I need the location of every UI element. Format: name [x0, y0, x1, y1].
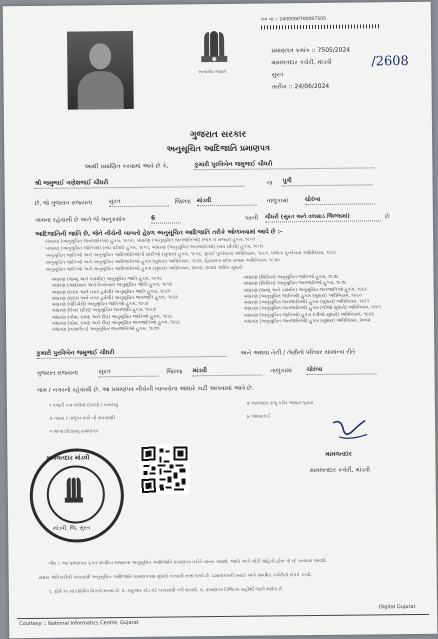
- handwritten-number: /2608: [371, 54, 409, 70]
- certificate-number: પ્રમાણપત્ર ક્રમાંક :: 7505/2024: [271, 46, 351, 55]
- order-item: બંધારણ (જમ્મુ અને કાશ્મીર) અનુસૂચિત જનજાતિઓ હુકમ, ૧૯૮૯: [243, 287, 368, 294]
- district-value: સુરત: [109, 198, 169, 208]
- order-top-2: અનુસૂચિત જાતિઓ અને અનુસૂચિત આદિજાતિઓની યાદીઓ (સુધારા) હુકમ, ૧૯૫૬, મુંબઈ પુનર્રચના અધિનિયમ, ૧૯૬૦, પંજાબ પુનર્રચના અધિનિયમ, ૧૯૬૬: [45, 250, 337, 259]
- resident-name: કુમારી પુરવિબેન જમુભાઈ ચૌધરી: [36, 348, 226, 359]
- note-3: ૧. ફોર્મ ૧૦ માં દર્શાવેલ વિગતો માન્ય છે. ૨. ક્યુઆર કોડ વડે ચકાસણી કરી શકાશે. ૩. પ્રમાણપત્ર ડિજિટલ સહીથી જારી થયેલ છે.: [48, 587, 284, 595]
- order-item: બંધારણ (અનુસૂચિત જનજાતિઓ) હુકમ (બીજો સુધારો) અધિનિયમ, ૧૯૯૧: [243, 305, 382, 313]
- relation-value: પુત્રી: [283, 176, 373, 186]
- officer-signature: [329, 416, 371, 446]
- holder-name: કુમારી પુરવિબેન જમુભાઈ ચૌધરી: [194, 159, 374, 170]
- caste-intro: આદિજાતિની જાતિ છે, જેને નીચેની બાબતો હેઠળ અનુસૂચિત આદિજાતિ તરીકે ઓળખવામાં આવે છે :-: [35, 228, 283, 238]
- relation-label: ના: [266, 179, 273, 187]
- father-name: શ્રી જમુભાઈ ગણેશભાઈ ચૌધરી: [35, 178, 245, 189]
- note-1: નોંધ :- આ પ્રમાણપત્ર ફક્ત સંબંધિત રાજ્યના અનુસૂચિત આદિજાતિ પ્રમાણપત્ર તરીકે માન્ય ગણાશે. જાતિ અંગે ખોટી માહિતી હોય તો રદ કરવામાં આવશે.: [48, 558, 328, 567]
- orders-right-list: [244, 274, 415, 326]
- order-top-3: અનુસૂચિત જાતિઓ અને અનુસૂચિત આદિજાતિઓ હુકમ (સુધારા) અધિનિયમ, ૧૯૭૬, હિમાચલ પ્રદેશ રાજ્ય અધિનિયમ, ૧૯૭૦: [45, 258, 280, 266]
- order-item: બંધારણ (આંદામાન અને નિકોબાર) અનુસૂચિત જાતિ હુકમ, ૧૯૫૯: [51, 282, 173, 290]
- order-item: બંધારણ (જમ્મુ અને કાશ્મીર) અનુસૂચિત જાતિ હુકમ, ૧૯૫૬: [51, 276, 163, 283]
- barcode-number: ક્રમ ના :: 2400000700007505: [260, 16, 327, 23]
- order-item: બંધારણ (અનુસૂચિત જાતિઓ) હુકમ (સુધારા) અધિનિયમ, ૧૯૯૦: [243, 293, 362, 300]
- village-value: ચોરંબા: [305, 195, 375, 205]
- verification-qr-code[interactable]: [139, 444, 190, 495]
- certify-prefix: આથી પ્રમાણિત કરવામાં આવે છે કે,: [84, 162, 169, 171]
- caste-value: ચૌધરી (સુરત અને વલસાડ જિલ્લામાં): [265, 212, 381, 222]
- officer-office: મામલતદાર કચેરી, માંડવી: [309, 466, 371, 475]
- order-item: બંધારણ (અનુસૂચિત જનજાતિઓ) હુકમ (સુધારા) અધિનિયમ, ૧૯૯૧: [243, 299, 370, 306]
- taluka2-value: માંડવી: [192, 367, 262, 377]
- order-item: બંધારણ (ઉત્તર પ્રદેશ) અનુસૂચિત જનજાતિ હુકમ, ૧૯૬૭: [51, 308, 156, 315]
- village2-value: ચોરંબા: [306, 365, 376, 375]
- district-label: જિલ્લા: [174, 198, 191, 206]
- order-item: બંધારણ (નાગાલેન્ડ) અનુસૂચિત જનજાતિઓ હુકમ, ૧૯૭૦: [52, 327, 160, 334]
- basis-item-4: ૪ આધારકાર્ડ: [246, 414, 271, 420]
- emblem-caption: સત્યમેવ જયતે: [198, 69, 227, 76]
- official-seal: [29, 448, 124, 543]
- issuing-district: સુરત: [271, 71, 284, 79]
- order-item: બંધારણ (અનુસૂચિત જાતિઓ) હુકમ (બીજો સુધારો) અધિનિયમ, ૧૯૯૨: [243, 312, 375, 319]
- order-top-1: બંધારણ (અનુસૂચિત જાતિઓ) (સંઘ પ્રદેશો) હુકમ, ૧૯૫૧, બંધારણ (અનુસૂચિત જનજાતિઓ) (સંઘ પ્રદેશો) હુકમ, ૧૯૫૧: [45, 244, 264, 252]
- district2-label: જિલ્લા: [166, 368, 183, 376]
- certificate-title: અનુસૂચિત આદિજાતિ પ્રમાણપત્ર: [166, 143, 270, 154]
- order-intro: બંધારણ (અનુસૂચિત જનજાતિઓ) હુકમ, ૧૯૫૦, બંધારણ (અનુસૂચિત જનજાતિઓ) (ભાગ ગ રાજ્ય) હુકમ, ૧૯૫૧: [45, 237, 256, 245]
- state2-label: ગુજરાત રાજ્યના: [36, 369, 78, 377]
- footer-divider: [17, 614, 429, 619]
- taluka-label: તાલુકામાં: [266, 197, 289, 205]
- national-emblem-icon: [195, 26, 234, 76]
- order-item: બંધારણ (સિક્કિમ) અનુસૂચિત જનજાતિઓ હુકમ, ૧૯૭૮: [243, 280, 347, 288]
- note-2: સક્ષમ અધિકારીની ચકાસણી અનુસૂચિત આદિજાતિ પ્રમાણપત્રમાં સુધારો કરવાની સત્તા ધરાવે છે. પ્રમાણપત્રની ખરાઈ અંગે સંબંધિત કચેરીનો સંપર્ક કરવો.: [38, 573, 313, 581]
- applicant-photo: [67, 31, 134, 110]
- order-item: બંધારણ (ગોવા, દમણ અને દીવ) અનુસૂચિત જનજાતિઓ હુકમ, ૧૯૬૮: [52, 320, 181, 327]
- caste-line-prefix: ગામના રહેવાસી છે અને જે અનુક્રમાંક: [34, 215, 126, 224]
- resident-suffix: અને અથવા તેની / તેણીનો પરિવાર સામાન્ય રીતે: [240, 348, 356, 357]
- seal-top-text: મામલતદાર માંડવી: [46, 454, 90, 462]
- serial-number: 6: [151, 214, 181, 223]
- taluka-value: માંડવી: [197, 197, 257, 207]
- order-item: બંધારણ (પોંડિચેરી) અનુસૂચિત જાતિઓ હુકમ, ૧૯૬૪: [51, 301, 149, 308]
- caste-word: પરની: [244, 214, 259, 222]
- courtesy-text: Courtesy :: National Informatics Centre, Gujarat: [19, 619, 139, 628]
- issuing-office: મામલતદાર કચેરી, માંડવી: [271, 58, 332, 67]
- issue-date: તારીખ :: 24/06/2024: [271, 82, 330, 91]
- order-item: બંધારણ (અનુસૂચિત જનજાતિઓ) હુકમ (સુધારા) અધિનિયમ, ૨૦૦૨: [243, 318, 371, 325]
- certificate-sheet: [3, 2, 438, 638]
- order-top-4: અનુસૂચિત જાતિઓ અને અનુસૂચિત આદિજાતિઓ હુકમ (સુધારા) અધિનિયમ, ૨૦૦૨, ૨૦૨૨ અધિક સુધારો: [45, 265, 243, 273]
- basis-item-3: ૩ ન્યાય / તાલુકા સ્તરે ની ચકાસણી: [49, 416, 115, 422]
- govt-title: ગુજરાત સરકાર: [189, 129, 247, 141]
- officer-title: મામલતદાર: [325, 450, 352, 458]
- order-item: બંધારણ (સિક્કિમ) અનુસૂચિત જાતિઓ હુકમ, ૧૯૭૮: [243, 274, 339, 281]
- order-item: બંધારણ (દાદરા અને નગર હવેલી) અનુસૂચિત જનજાતિ હુકમ, ૧૯૬૨: [51, 295, 178, 302]
- seal-bottom-text: માંડવી, જિ. સુરત: [53, 525, 91, 532]
- basis-item-2: ૨ અરજદાર રજૂ કરેલ આધાર-પુરાવા: [246, 401, 314, 407]
- state-label: છે, જે ગુજરાત રાજ્યના: [34, 199, 93, 207]
- order-item: બંધારણ (ગોવા, દમણ અને દીવ) અનુસૂચિત જાતિઓ હુકમ, ૧૯૬૮: [51, 314, 173, 321]
- digital-gujarat-label: Digital Gujarat: [378, 603, 416, 611]
- orders-left-list: [52, 276, 223, 334]
- basis-item-5: ૫ શાળા છોડ્યાનું પ્રમાણપત્ર: [49, 429, 98, 435]
- caste-suffix: છે: [384, 213, 390, 221]
- order-item: બંધારણ (દાદરા અને નગર હવેલી) અનુસૂચિત જાતિ હુકમ, ૧૯૬૨: [51, 289, 171, 296]
- basis-line: ગામ / નગરનો રહેવાસી છે. આ પ્રમાણપત્ર નીચેની બાબતોના આધારે કાઢી આપવામાં આવે છે.: [36, 384, 254, 394]
- barcode: [261, 24, 381, 29]
- district2-value: સુરત: [98, 368, 158, 378]
- basis-item-1: ૧ તલાટી કમ મંત્રીનો દાખલો / પંચનામું: [48, 403, 119, 409]
- taluka2-label: તાલુકામાં: [270, 367, 292, 375]
